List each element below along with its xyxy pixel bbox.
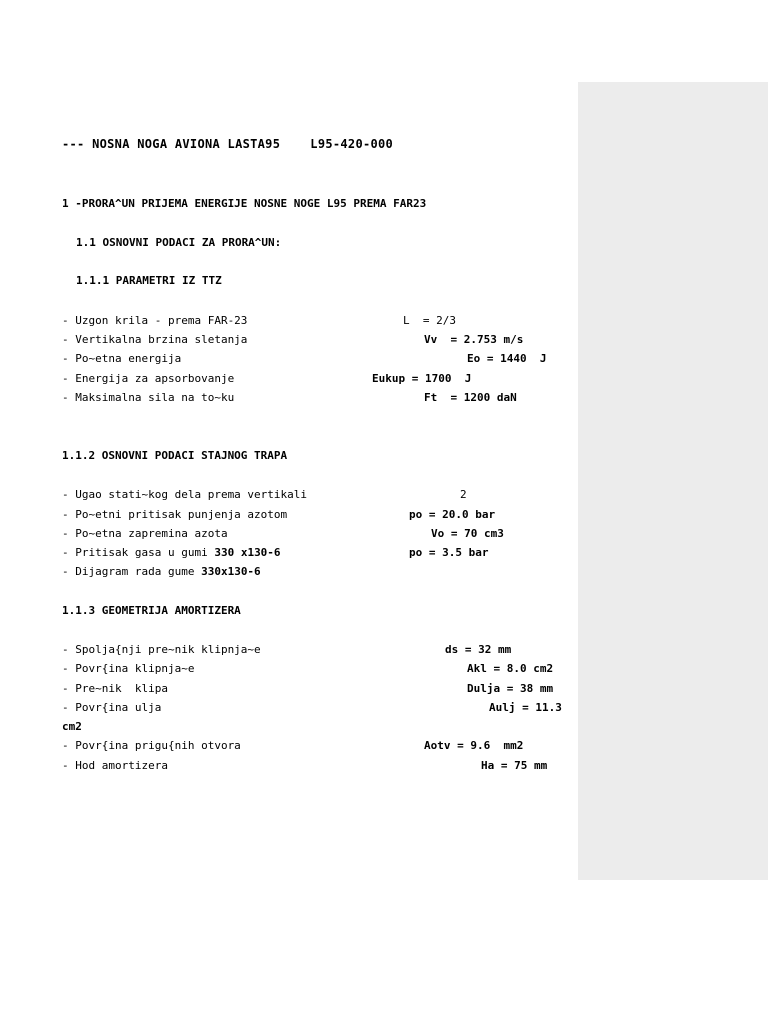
trap-value: 2 (460, 488, 467, 501)
geom-value: Ha = 75 mm (481, 759, 548, 772)
section-heading-1: 1 -PRORA^UN PRIJEMA ENERGIJE NOSNE NOGE L95 PREMA FAR23 (62, 197, 427, 210)
param-label: - Energija za apsorbovanje (62, 372, 235, 385)
section-heading-1-1: 1.1 OSNOVNI PODACI ZA PRORA^UN: (76, 236, 282, 249)
geom-value: Akl = 8.0 cm2 (467, 662, 554, 675)
param-value: Eo = 1440 J (467, 352, 547, 365)
geom-label: - Spolja{nji pre~nik klipnja~e (62, 643, 261, 656)
geom-label: - Pre~nik klipa (62, 682, 168, 695)
trap-value: Vo = 70 cm3 (431, 527, 504, 540)
section-heading-1-1-2: 1.1.2 OSNOVNI PODACI STAJNOG TRAPA (62, 449, 288, 462)
document-title: --- NOSNA NOGA AVIONA LASTA95 L95-420-000 (62, 137, 394, 151)
param-value: Vv = 2.753 m/s (424, 333, 524, 346)
geom-value-wrap: cm2 (62, 720, 82, 733)
param-value: Ft = 1200 daN (424, 391, 517, 404)
geom-label: - Povr{ina prigu{nih otvora (62, 739, 241, 752)
param-label: - Po~etna energija (62, 352, 182, 365)
tire-size: 330 x130-6 (214, 546, 281, 559)
side-margin-panel (578, 82, 768, 880)
trap-label (62, 565, 261, 579)
trap-label: - Po~etni pritisak punjenja azotom (62, 508, 288, 521)
geom-label: - Povr{ina ulja (62, 701, 162, 714)
section-heading-1-1-3: 1.1.3 GEOMETRIJA AMORTIZERA (62, 604, 241, 617)
trap-label-text: - Pritisak gasa u gumi (62, 546, 215, 559)
geom-value: Aotv = 9.6 mm2 (424, 739, 524, 752)
section-heading-1-1-1: 1.1.1 PARAMETRI IZ TTZ (76, 274, 222, 287)
param-label: - Maksimalna sila na to~ku (62, 391, 235, 404)
geom-label: - Hod amortizera (62, 759, 168, 772)
trap-label: - Ugao stati~kog dela prema vertikali (62, 488, 308, 501)
param-label: - Vertikalna brzina sletanja (62, 333, 248, 346)
geom-value: Dulja = 38 mm (467, 682, 554, 695)
geom-label: - Povr{ina klipnja~e (62, 662, 195, 675)
trap-label: - Po~etna zapremina azota (62, 527, 228, 540)
trap-label (62, 546, 281, 560)
trap-label-text: - Dijagram rada gume (62, 565, 202, 578)
param-value: Eukup = 1700 J (372, 372, 472, 385)
geom-value: ds = 32 mm (445, 643, 512, 656)
param-value: L = 2/3 (403, 314, 456, 327)
param-label: - Uzgon krila - prema FAR-23 (62, 314, 248, 327)
trap-value: po = 20.0 bar (409, 508, 496, 521)
geom-value: Aulj = 11.3 (489, 701, 562, 714)
tire-size: 330x130-6 (201, 565, 261, 578)
trap-value: po = 3.5 bar (409, 546, 489, 559)
